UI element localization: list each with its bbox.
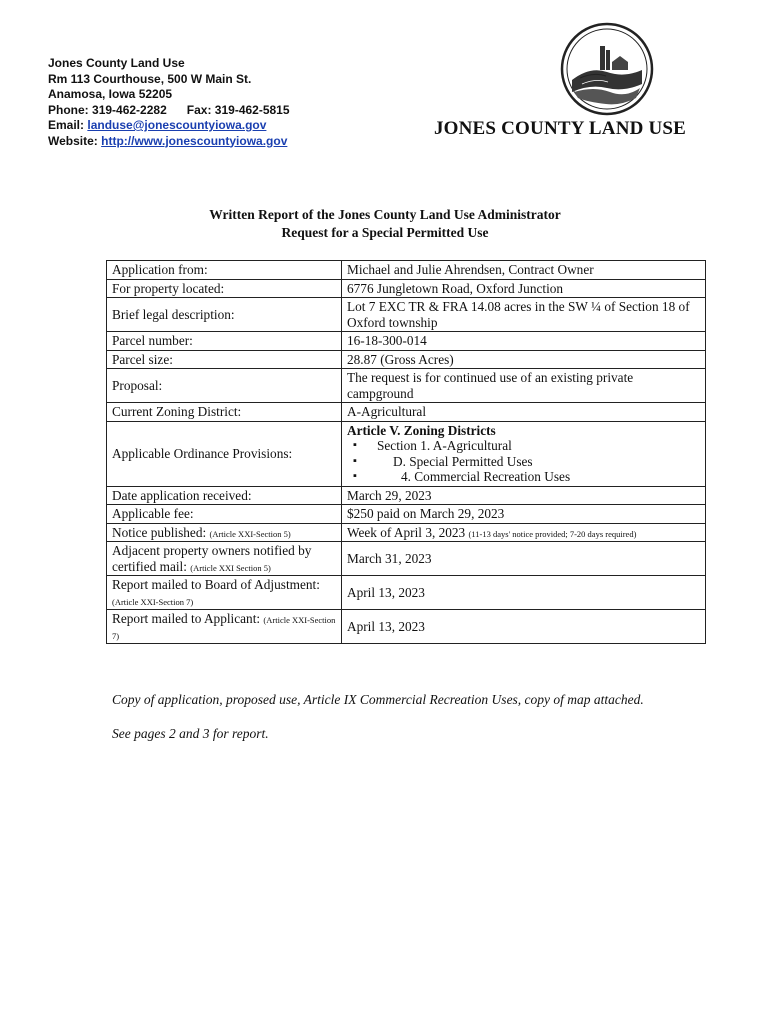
fax-label: Fax: (186, 102, 212, 117)
table-row (107, 298, 706, 332)
row-value: Michael and Julie Ahrendsen, Contract Owner (342, 261, 706, 280)
email-label: Email: (48, 118, 85, 132)
table-row (107, 421, 706, 486)
table-row (107, 486, 706, 505)
row-label: Parcel number: (107, 332, 342, 351)
row-label: Parcel size: (107, 350, 342, 369)
pages-note: See pages 2 and 3 for report. (112, 726, 269, 741)
label-text: Report mailed to Applicant: (112, 611, 261, 626)
row-value: $250 paid on March 29, 2023 (342, 505, 706, 524)
phone-number: 319-462-2282 (92, 102, 167, 117)
row-label: Current Zoning District: (107, 403, 342, 422)
address-line-2: Anamosa, Iowa 52205 (48, 87, 173, 101)
value-note: (11-13 days' notice provided; 7-20 days required) (468, 528, 637, 539)
row-label: Application from: (107, 261, 342, 280)
table-row (107, 350, 706, 369)
label-citation: (Article XXI-Section 5) (209, 528, 291, 539)
row-label: Proposal: (107, 369, 342, 403)
row-value: 6776 Jungletown Road, Oxford Junction (342, 279, 706, 298)
row-value: 28.87 (Gross Acres) (342, 350, 706, 369)
row-label (107, 610, 342, 644)
label-citation: (Article XXI Section 5) (190, 562, 271, 573)
org-name: Jones County Land Use (48, 56, 185, 70)
row-label: Applicable fee: (107, 505, 342, 524)
row-value: A-Agricultural (342, 403, 706, 422)
fax-number: 319-462-5815 (214, 102, 290, 117)
row-value (342, 421, 706, 486)
website-label: Website: (48, 133, 98, 148)
table-row (107, 261, 706, 280)
table-row (107, 279, 706, 298)
table-row (107, 610, 706, 644)
table-row (107, 332, 706, 351)
contact-block (48, 56, 290, 149)
ordinance-list (347, 438, 700, 485)
table-row (107, 523, 706, 542)
address-line-1: Rm 113 Courthouse, 500 W Main St. (48, 71, 252, 86)
table-row (107, 403, 706, 422)
county-seal-logo (560, 22, 654, 116)
list-item: ▪ D. Special Permitted Uses (377, 454, 700, 470)
row-label: Brief legal description: (107, 298, 342, 332)
list-item: ▪ Section 1. A-Agricultural (377, 438, 700, 454)
report-table (106, 260, 706, 644)
label-text: Adjacent property owners notified by certified mail: (112, 543, 312, 574)
row-label: For property located: (107, 279, 342, 298)
row-value: 16-18-300-014 (342, 332, 706, 351)
list-item: ▪ 4. Commercial Recreation Uses (377, 469, 700, 485)
email-line (48, 118, 290, 134)
row-label (107, 576, 342, 610)
table-row (107, 369, 706, 403)
label-citation: (Article XXI-Section 7) (112, 596, 194, 607)
report-title-line-1: Written Report of the Jones County Land Use Administrator (209, 207, 561, 222)
website-line (48, 134, 290, 150)
row-value: March 31, 2023 (342, 542, 706, 576)
ordinance-heading: Article V. Zoning Districts (347, 422, 496, 438)
value-text: Week of April 3, 2023 (347, 524, 466, 540)
row-label (107, 542, 342, 576)
table-row (107, 576, 706, 610)
table-row (107, 542, 706, 576)
org-title: JONES COUNTY LAND USE (433, 118, 687, 139)
label-citation: (Article XXI-Section 7) (112, 615, 336, 641)
website-link[interactable]: http://www.jonescountyiowa.gov (101, 133, 288, 148)
row-value: Lot 7 EXC TR & FRA 14.08 acres in the SW ¼ of Section 18 of Oxford township (342, 298, 706, 332)
label-text: Report mailed to Board of Adjustment: (112, 577, 320, 592)
report-title-line-2: Request for a Special Permitted Use (281, 225, 489, 240)
phone-label: Phone: (48, 102, 89, 117)
row-value (342, 523, 706, 542)
attachment-note: Copy of application, proposed use, Article IX Commercial Recreation Uses, copy of map attached. (112, 692, 644, 707)
row-value: April 13, 2023 (342, 610, 706, 644)
row-label: Applicable Ordinance Provisions: (107, 421, 342, 486)
label-text: Notice published: (112, 524, 207, 540)
phone-fax-line (48, 103, 290, 119)
email-link[interactable]: landuse@jonescountyiowa.gov (87, 118, 267, 132)
row-label: Date application received: (107, 486, 342, 505)
table-row (107, 505, 706, 524)
footer-notes (112, 690, 692, 758)
report-title (0, 206, 770, 242)
row-value: The request is for continued use of an existing private campground (342, 369, 706, 403)
row-value: March 29, 2023 (342, 486, 706, 505)
row-label (107, 523, 342, 542)
row-value: April 13, 2023 (342, 576, 706, 610)
